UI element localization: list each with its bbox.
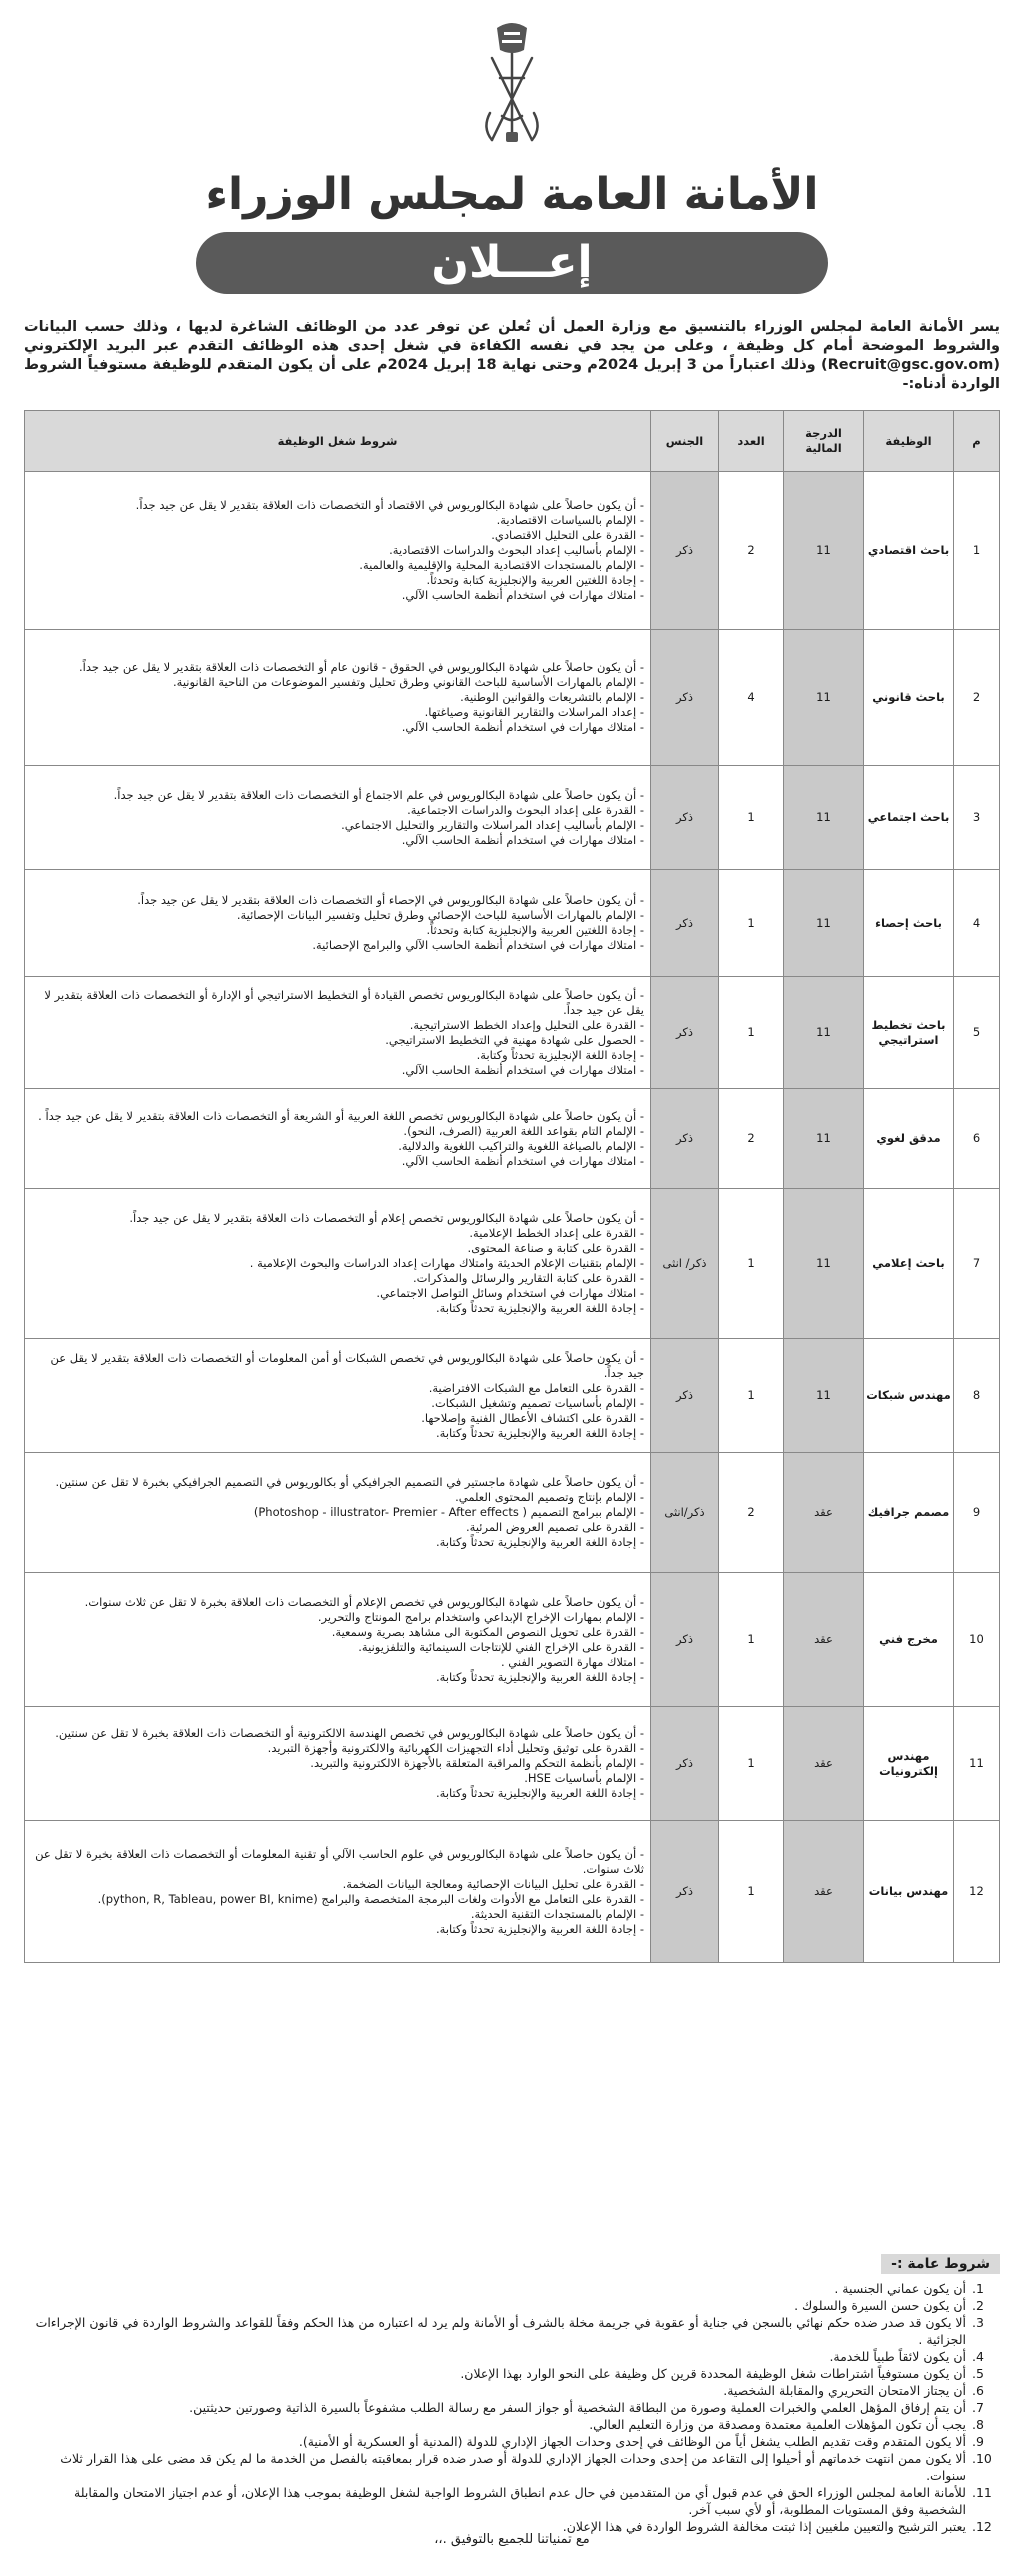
list-item: [24, 2365, 1000, 2382]
job-conditions: [25, 766, 651, 870]
closing-line: مع تمنياتنا للجميع بالتوفيق .،،: [434, 2532, 590, 2547]
job-count: 1: [719, 766, 784, 870]
jobs-table: [24, 410, 1000, 1963]
condition-line: - القدرة على اكتشاف الأعطال الفنية وإصلاحها.: [421, 1410, 644, 1425]
job-count: 2: [719, 472, 784, 630]
job-grade: عقد: [784, 1707, 864, 1821]
condition-line: - الإلمام بالمهارات الأساسية للباحث القانوني وطرق تحليل وتفسير الموضوعات من الناحية القانونية.: [173, 675, 644, 689]
condition-line: - أن يكون حاصلاً على شهادة البكالوريوس في الإحصاء أو التخصصات ذات العلاقة بتقدير لا يقل عن جيد جداً.: [137, 893, 644, 907]
table-row: [25, 766, 1000, 870]
condition-line: - القدرة على الإخراج الفني للإنتاجات السينمائية والتلفزيونية.: [358, 1639, 644, 1654]
condition-line: - امتلاك مهارات في استخدام أنظمة الحاسب الآلي.: [401, 1153, 644, 1168]
list-item: [24, 2348, 1000, 2365]
condition-line: - امتلاك مهارات في استخدام أنظمة الحاسب الآلي.: [401, 588, 644, 602]
condition-line: - أن يكون حاصلاً على شهادة البكالوريوس في تخصص الإعلام أو التخصصات ذات العلاقة بخبرة لا تقل عن ثلاث سنوات.: [84, 1594, 644, 1609]
condition-line: - إجادة اللغتين العربية والإنجليزية كتابة وتحدثاً.: [426, 573, 644, 587]
condition-line: - أن يكون حاصلاً على شهادة البكالوريوس في علوم الحاسب الآلي أو تقنية المعلومات أو التخصصات ذات العلاقة بخبرة لا تقل عن ثلاث سنوات.: [35, 1846, 644, 1876]
header-grade: الدرجة المالية: [784, 411, 864, 472]
condition-line: - امتلاك مهارة التصوير الفني .: [501, 1654, 644, 1669]
job-grade: 11: [784, 1189, 864, 1339]
job-gender: ذكر: [651, 472, 719, 630]
condition-line: - امتلاك مهارات في استخدام أنظمة الحاسب الآلي.: [401, 720, 644, 734]
job-number: 7: [954, 1189, 1000, 1339]
condition-line: - الإلمام بتقنيات الإعلام الحديثة وامتلاك مهارات إعداد الدراسات والبحوث الإعلامية .: [249, 1256, 644, 1270]
condition-line: - القدرة على توثيق وتحليل أداء التجهيزات الكهربائية والالكترونية وأجهزة التبريد.: [267, 1741, 644, 1755]
list-item: [24, 2297, 1000, 2314]
job-conditions: [25, 870, 651, 977]
table-row: [25, 1707, 1000, 1821]
header-conditions: شروط شغل الوظيفة: [25, 411, 651, 472]
job-number: 6: [954, 1089, 1000, 1189]
list-item-number: 4.: [972, 2349, 984, 2364]
table-row: [25, 1821, 1000, 1963]
condition-line: - إجادة اللغتين العربية والإنجليزية كتابة وتحدثاً.: [426, 923, 644, 937]
condition-line: - إجادة اللغة العربية والإنجليزية تحدثاً وكتابة.: [436, 1535, 644, 1549]
job-number: 3: [954, 766, 1000, 870]
job-title: باحث اقتصادي: [864, 472, 954, 630]
job-conditions: [25, 1189, 651, 1339]
list-item-text: ألا يكون قد صدر ضده حكم نهائي بالسجن في جناية أو عقوبة في جريمة مخلة بالشرف أو الأمانة ولم يرد له اعتباره من هذا الحكم وفقاً للقواعد والشروط الواردة في قانون الإجراءات الجزائية .: [35, 2315, 966, 2347]
condition-line: - القدرة على كتابة التقارير والرسائل والمذكرات.: [413, 1271, 644, 1285]
condition-line: - الإلمام بإنتاج وتصميم المحتوى العلمي.: [455, 1490, 644, 1504]
list-item-text: أن يكون عماني الجنسية .: [834, 2281, 966, 2296]
list-item-text: للأمانة العامة لمجلس الوزراء الحق في عدم قبول أي من المتقدمين في حال عدم انطباق الشروط الواجبة لشغل الوظيفة بموجب هذا الإعلان، أو عدم اجتياز الامتحان والمقابلة الشخصية وفق المستويات المطلوبة، أو لأي سبب آخر.: [74, 2485, 966, 2517]
condition-line: - أن يكون حاصلاً على شهادة البكالوريوس في الحقوق - قانون عام أو التخصصات ذات العلاقة بتقدير لا يقل عن جيد جداً.: [79, 660, 644, 674]
condition-line: - أن يكون حاصلاً على شهادة البكالوريوس تخصص اللغة العربية أو الشريعة أو التخصصات ذات العلاقة بتقدير لا يقل عن جيد جداً .: [38, 1108, 644, 1123]
list-item: [24, 2280, 1000, 2297]
list-item-number: 10.: [972, 2451, 992, 2466]
condition-line: - الإلمام بمهارات الإخراج الإبداعي واستخدام برامج المونتاج والتحرير.: [317, 1609, 644, 1624]
job-gender: ذكر: [651, 1573, 719, 1707]
list-item-text: أن يكون مستوفياً اشتراطات شغل الوظيفة المحددة قرين كل وظيفة على النحو الوارد بهذا الإعلان.: [460, 2366, 966, 2381]
condition-line: - الإلمام بالمستجدات الاقتصادية المحلية والإقليمية والعالمية.: [359, 558, 644, 572]
job-count: 1: [719, 1707, 784, 1821]
condition-line: - أن يكون حاصلاً على شهادة البكالوريوس في تخصص الهندسة الالكترونية أو التخصصات ذات العلاقة بخبرة لا تقل عن سنتين.: [55, 1726, 644, 1740]
header-count: العدد: [719, 411, 784, 472]
condition-line: - أن يكون حاصلاً على شهادة البكالوريوس في الاقتصاد أو التخصصات ذات العلاقة بتقدير لا يقل عن جيد جداً.: [135, 498, 644, 512]
table-row: [25, 1089, 1000, 1189]
job-title: مهندس بيانات: [864, 1821, 954, 1963]
condition-line: - القدرة على التعامل مع الشبكات الافتراضية.: [428, 1380, 644, 1395]
job-gender: ذكر: [651, 1707, 719, 1821]
job-number: 4: [954, 870, 1000, 977]
list-item-number: 6.: [972, 2383, 984, 2398]
table-row: [25, 870, 1000, 977]
job-conditions: [25, 1339, 651, 1453]
list-item-number: 5.: [972, 2366, 984, 2381]
job-grade: 11: [784, 630, 864, 766]
condition-line: - الإلمام بأساليب إعداد المراسلات والتقارير والتحليل الاجتماعي.: [341, 817, 644, 832]
condition-line: - الإلمام بالتشريعات والقوانين الوطنية.: [460, 690, 644, 704]
job-conditions: [25, 1573, 651, 1707]
job-count: 1: [719, 1821, 784, 1963]
list-item-text: ألا يكون ممن انتهت خدماتهم أو أحيلوا إلى التقاعد من إحدى وحدات الجهاز الإداري للدولة أو صدر ضده قرار بمعاقبته بالفصل من الخدمة ما لم يكن قد مضى على هذا القرار ثلاث سنوات.: [60, 2451, 966, 2483]
list-item: [24, 2399, 1000, 2416]
condition-line: - إجادة اللغة العربية والإنجليزية تحدثاً وكتابة.: [436, 1786, 644, 1800]
job-conditions: [25, 1821, 651, 1963]
list-item-number: 11.: [972, 2485, 992, 2500]
condition-line: - الإلمام بأساسيات تصميم وتشغيل الشبكات.: [431, 1395, 644, 1410]
condition-line: - أن يكون حاصلاً على شهادة البكالوريوس تخصص إعلام أو التخصصات ذات العلاقة بتقدير لا يقل عن جيد جداً.: [129, 1211, 644, 1225]
condition-line: - القدرة على تحليل البيانات الإحصائية ومعالجة البيانات الضخمة.: [342, 1876, 644, 1891]
job-grade: عقد: [784, 1573, 864, 1707]
job-conditions: [25, 977, 651, 1089]
condition-line: - الإلمام بأنظمة التحكم والمراقبة المتعلقة بالأجهزة الالكترونية والتبريد.: [310, 1756, 644, 1770]
job-gender: ذكر: [651, 766, 719, 870]
list-item-text: ألا يكون المتقدم وقت تقديم الطلب يشغل أياً من الوظائف في إحدى وحدات الجهاز الإداري للدولة (المدنية أو العسكرية أو الأمنية).: [298, 2434, 966, 2449]
condition-line: - الإلمام بالسياسات الاقتصادية.: [496, 513, 644, 527]
list-item-text: يجب أن تكون المؤهلات العلمية معتمدة ومصدقة من وزارة التعليم العالي.: [589, 2417, 966, 2432]
list-item: [24, 2484, 1000, 2518]
national-emblem-icon: [462, 18, 562, 158]
condition-line: - الإلمام بالصياغة اللغوية والتراكيب اللغوية والدلالية.: [398, 1138, 644, 1153]
table-row: [25, 1573, 1000, 1707]
condition-line: - أن يكون حاصلاً على شهادة البكالوريوس تخصص القيادة أو التخطيط الاستراتيجي أو الإدارة أو التخصصات ذات العلاقة بتقدير لا يقل عن جيد جداً.: [44, 987, 644, 1017]
job-number: 2: [954, 630, 1000, 766]
job-gender: ذكر: [651, 1089, 719, 1189]
job-title: باحث إعلامي: [864, 1189, 954, 1339]
job-gender: ذكر: [651, 1821, 719, 1963]
list-item: [24, 2382, 1000, 2399]
table-header-row: [25, 411, 1000, 472]
condition-line: - إجادة اللغة العربية والإنجليزية تحدثاً وكتابة.: [436, 1921, 644, 1936]
condition-line: - امتلاك مهارات في استخدام أنظمة الحاسب الآلي.: [401, 832, 644, 847]
table-row: [25, 472, 1000, 630]
condition-line: - القدرة على التعامل مع الأدوات ولغات البرمجة المتخصصة والبرامج (python, R, Tableau, power BI, knime).: [97, 1891, 644, 1906]
job-title: مصمم جرافيك: [864, 1453, 954, 1573]
job-grade: 11: [784, 1339, 864, 1453]
job-conditions: [25, 472, 651, 630]
job-number: 8: [954, 1339, 1000, 1453]
general-conditions-list: [24, 2280, 1000, 2535]
job-title: باحث تخطيط استراتيجي: [864, 977, 954, 1089]
job-gender: ذكر: [651, 630, 719, 766]
condition-line: - الإلمام بأساليب إعداد البحوث والدراسات الاقتصادية.: [389, 543, 644, 557]
job-gender: ذكر/ انثى: [651, 1189, 719, 1339]
list-item: [24, 2450, 1000, 2484]
intro-paragraph: يسر الأمانة العامة لمجلس الوزراء بالتنسيق مع وزارة العمل أن تُعلن عن توفر عدد من الوظائف الشاغرة لديها ، وذلك حسب البيانات والشروط الموضحة أمام كل وظيفة ، وعلى من يجد في نفسه الكفاءة في شغل إحدى هذه الوظائف التقدم عبر البريد الإلكتروني (Recruit@gsc.gov.om) وذلك اعتباراً من 3 إبريل 2024م وحتى نهاية 18 إبريل 2024م على أن يكون المتقدم للوظيفة مستوفياً الشروط الواردة أدناه:-: [24, 318, 1001, 392]
table-row: [25, 977, 1000, 1089]
list-item: [24, 2416, 1000, 2433]
list-item: [24, 2433, 1000, 2450]
job-conditions: [25, 630, 651, 766]
condition-line: - إجادة اللغة الإنجليزية تحدثاً وكتابة.: [476, 1047, 644, 1062]
condition-line: - القدرة على التحليل وإعداد الخطط الاستراتيجية.: [409, 1017, 644, 1032]
condition-line: - أن يكون حاصلاً على شهادة ماجستير في التصميم الجرافيكي أو بكالوريوس في التصميم الجرافيكي بخبرة لا تقل عن سنتين.: [55, 1475, 644, 1489]
condition-line: - القدرة على تحويل النصوص المكتوبة الى مشاهد بصرية وسمعية.: [331, 1624, 644, 1639]
condition-line: - الإلمام بالمستجدات التقنية الحديثة.: [470, 1906, 644, 1921]
job-title: باحث قانوني: [864, 630, 954, 766]
announcement-banner: إعـــلان: [196, 232, 828, 294]
condition-line: - القدرة على كتابة و صناعة المحتوى.: [467, 1241, 644, 1255]
list-item-number: 12.: [972, 2519, 992, 2534]
list-item-text: أن يجتاز الامتحان التحريري والمقابلة الشخصية.: [723, 2383, 966, 2398]
job-grade: 11: [784, 766, 864, 870]
job-grade: عقد: [784, 1821, 864, 1963]
list-item: [24, 2314, 1000, 2348]
condition-line: - الإلمام بأساسيات HSE.: [524, 1771, 644, 1785]
list-item-text: يعتبر الترشيح والتعيين ملغيين إذا ثبتت مخالفة الشروط الواردة في هذا الإعلان.: [562, 2519, 966, 2534]
list-item-text: أن يتم إرفاق المؤهل العلمي والخبرات العملية وصورة من البطاقة الشخصية أو جواز السفر مع رسالة الطلب مشفوعاً بالسيرة الذاتية وصورتين حديثتين.: [189, 2400, 966, 2415]
table-row: [25, 1453, 1000, 1573]
job-number: 9: [954, 1453, 1000, 1573]
job-title: مهندس إلكترونيات: [864, 1707, 954, 1821]
job-conditions: [25, 1453, 651, 1573]
condition-line: - الإلمام ببرامج التصميم ( Photoshop - illustrator- Premier - After effects): [253, 1505, 644, 1519]
condition-line: - امتلاك مهارات في استخدام أنظمة الحاسب الآلي.: [401, 1062, 644, 1077]
condition-line: - القدرة على إعداد البحوث والدراسات الاجتماعية.: [407, 802, 644, 817]
table-row: [25, 1189, 1000, 1339]
job-count: 1: [719, 1339, 784, 1453]
job-conditions: [25, 1089, 651, 1189]
job-number: 11: [954, 1707, 1000, 1821]
list-item-number: 7.: [972, 2400, 984, 2415]
condition-line: - إجادة اللغة العربية والإنجليزية تحدثاً وكتابة.: [436, 1425, 644, 1440]
job-count: 4: [719, 630, 784, 766]
job-count: 1: [719, 870, 784, 977]
job-gender: ذكر: [651, 1339, 719, 1453]
page-title: الأمانة العامة لمجلس الوزراء: [205, 169, 819, 220]
job-count: 1: [719, 1573, 784, 1707]
condition-line: - إعداد المراسلات والتقارير القانونية وصياغتها.: [424, 705, 644, 719]
general-conditions-title: شروط عامة :-: [881, 2254, 1000, 2274]
condition-line: - إجادة اللغة العربية والإنجليزية تحدثاً وكتابة.: [436, 1301, 644, 1315]
condition-line: - الحصول على شهادة مهنية في التخطيط الاستراتيجي.: [385, 1032, 644, 1047]
condition-line: - أن يكون حاصلاً على شهادة البكالوريوس في تخصص الشبكات أو أمن المعلومات أو التخصصات ذات العلاقة بتقدير لا يقل عن جيد جداً.: [50, 1350, 644, 1380]
job-number: 1: [954, 472, 1000, 630]
job-count: 1: [719, 1189, 784, 1339]
header-gender: الجنس: [651, 411, 719, 472]
condition-line: - القدرة على التحليل الاقتصادي.: [491, 528, 644, 542]
job-gender: ذكر/انثى: [651, 1453, 719, 1573]
job-gender: ذكر: [651, 977, 719, 1089]
job-title: باحث اجتماعي: [864, 766, 954, 870]
table-row: [25, 1339, 1000, 1453]
job-grade: عقد: [784, 1453, 864, 1573]
list-item-number: 2.: [972, 2298, 984, 2313]
job-title: مهندس شبكات: [864, 1339, 954, 1453]
job-title: مدقق لغوي: [864, 1089, 954, 1189]
list-item-number: 1.: [972, 2281, 984, 2296]
condition-line: - الإلمام التام بقواعد اللغة العربية (الصرف، النحو).: [403, 1123, 644, 1138]
job-count: 1: [719, 977, 784, 1089]
list-item-number: 9.: [972, 2434, 984, 2449]
job-number: 10: [954, 1573, 1000, 1707]
job-conditions: [25, 1707, 651, 1821]
job-number: 5: [954, 977, 1000, 1089]
header-num: م: [954, 411, 1000, 472]
condition-line: - امتلاك مهارات في استخدام وسائل التواصل الاجتماعي.: [376, 1286, 644, 1300]
condition-line: - أن يكون حاصلاً على شهادة البكالوريوس في علم الاجتماع أو التخصصات ذات العلاقة بتقدير لا يقل عن جيد جداً.: [113, 787, 644, 802]
job-grade: 11: [784, 1089, 864, 1189]
job-grade: 11: [784, 977, 864, 1089]
job-gender: ذكر: [651, 870, 719, 977]
job-grade: 11: [784, 870, 864, 977]
list-item-number: 8.: [972, 2417, 984, 2432]
job-count: 2: [719, 1453, 784, 1573]
header-title: الوظيفة: [864, 411, 954, 472]
condition-line: - القدرة على تصميم العروض المرئية.: [466, 1520, 644, 1534]
job-number: 12: [954, 1821, 1000, 1963]
job-grade: 11: [784, 472, 864, 630]
condition-line: - الإلمام بالمهارات الأساسية للباحث الإحصائي وطرق تحليل وتفسير البيانات الإحصائية.: [236, 908, 644, 922]
job-count: 2: [719, 1089, 784, 1189]
job-title: باحث إحصاء: [864, 870, 954, 977]
table-row: [25, 630, 1000, 766]
condition-line: - القدرة على إعداد الخطط الإعلامية.: [469, 1226, 644, 1240]
list-item-text: أن يكون لائقاً طبياً للخدمة.: [829, 2349, 966, 2364]
job-title: مخرج فني: [864, 1573, 954, 1707]
list-item-text: أن يكون حسن السيرة والسلوك .: [794, 2298, 966, 2313]
list-item-number: 3.: [972, 2315, 984, 2330]
condition-line: - إجادة اللغة العربية والإنجليزية تحدثاً وكتابة.: [436, 1669, 644, 1684]
condition-line: - امتلاك مهارات في استخدام أنظمة الحاسب الآلي والبرامج الإحصائية.: [312, 938, 644, 952]
